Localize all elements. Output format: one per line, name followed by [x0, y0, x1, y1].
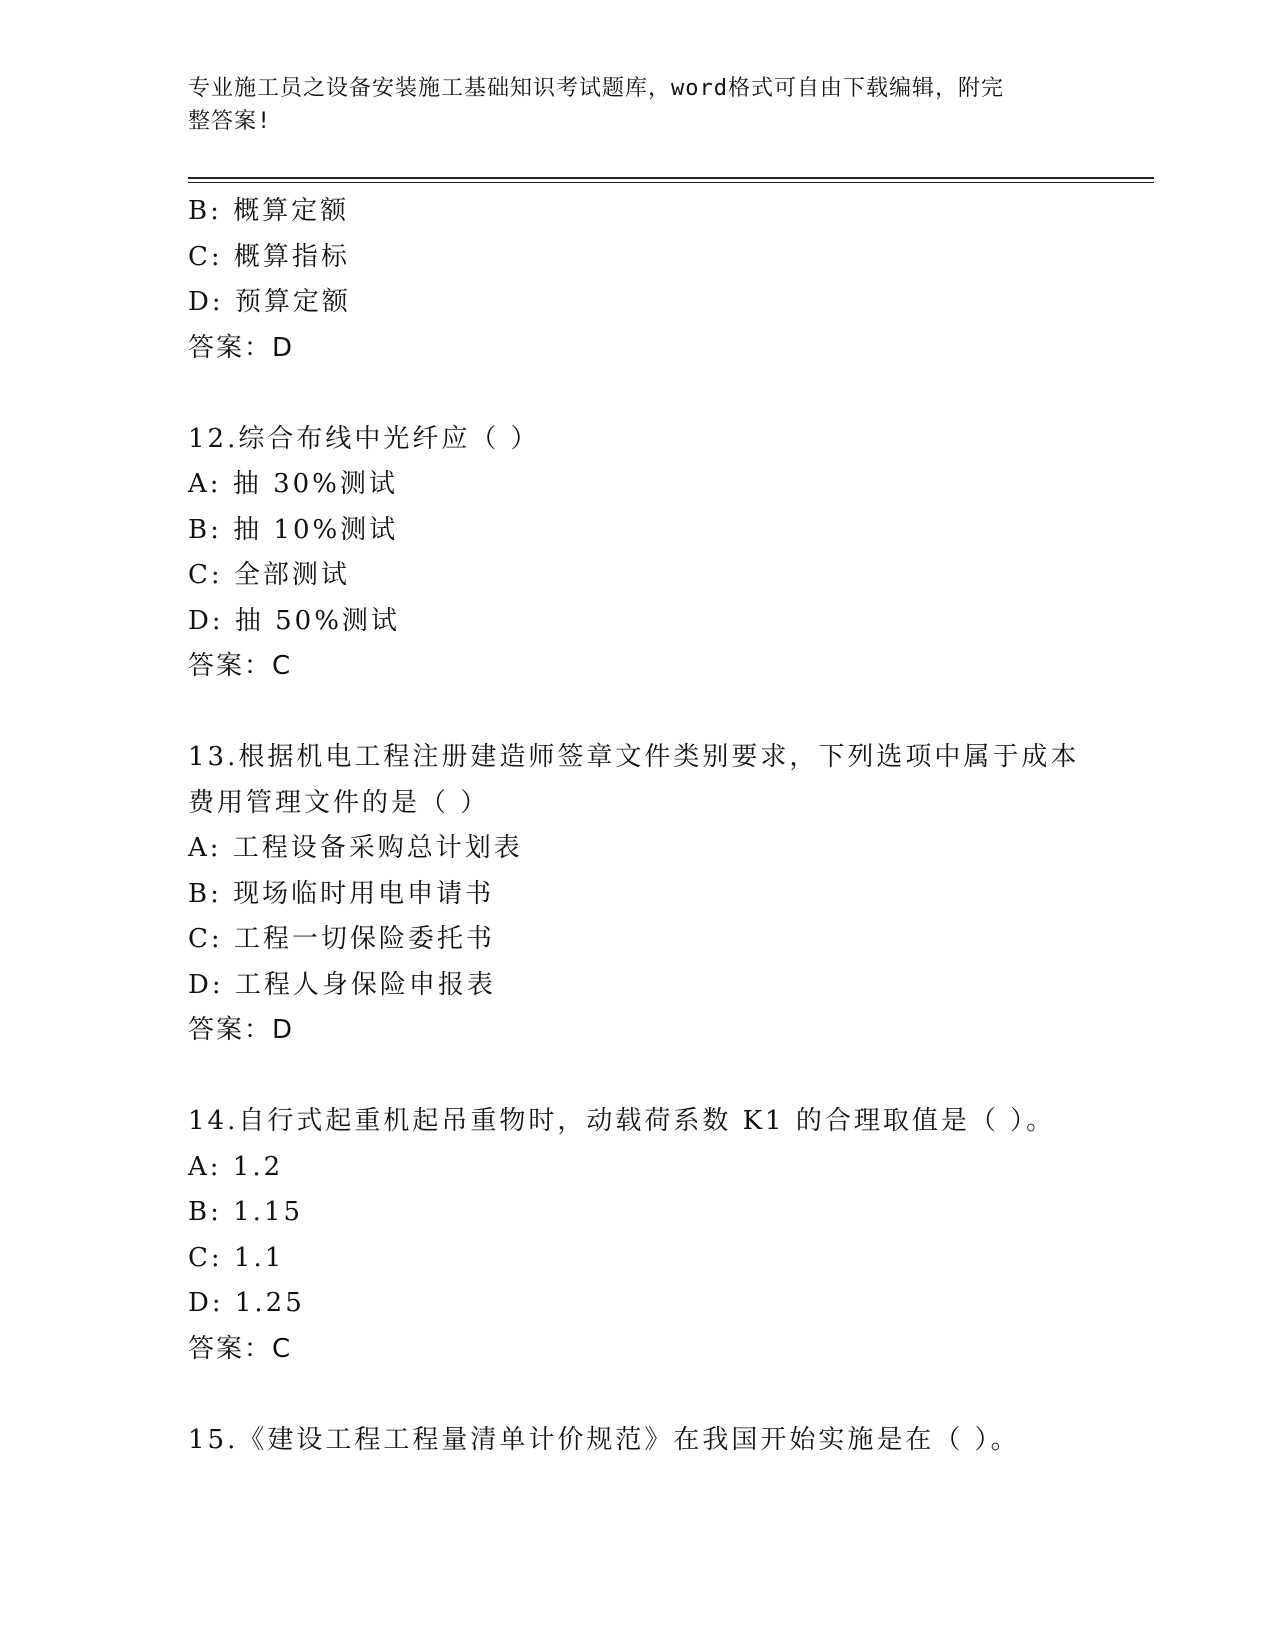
- answer-line: 答案：C: [188, 1333, 293, 1364]
- option-c: C: 1.1: [188, 1242, 285, 1273]
- question-list: [188, 189, 1088, 1463]
- question-text-line-2: 费用管理文件的是（ ）: [188, 787, 490, 818]
- question-13: [188, 735, 1088, 1054]
- answer-line: 答案：D: [188, 332, 295, 363]
- option-c: C: 工程一切保险委托书: [188, 924, 495, 954]
- option-a: A: 抽 30%测试: [188, 469, 398, 499]
- option-a: A: 工程设备采购总计划表: [188, 833, 523, 863]
- question-15: [188, 1418, 1088, 1464]
- option-a: A: 1.2: [188, 1151, 284, 1182]
- option-c: C: 全部测试: [188, 560, 350, 590]
- spacer: [188, 690, 1088, 736]
- question-text: 14.自行式起重机起吊重物时，动载荷系数 K1 的合理取值是（ ）。: [188, 1106, 1056, 1136]
- option-b: B: 抽 10%测试: [188, 514, 399, 545]
- question-12: [188, 417, 1088, 690]
- option-b: B: 概算定额: [188, 196, 350, 226]
- option-d: D: 抽 50%测试: [188, 605, 400, 636]
- question-14: [188, 1099, 1088, 1372]
- option-d: D: 1.25: [188, 1288, 305, 1318]
- question-text-line-1: 13.根据机电工程注册建造师签章文件类别要求，下列选项中属于成本: [188, 742, 1080, 772]
- option-b: B: 1.15: [188, 1197, 304, 1227]
- option-b: B: 现场临时用电申请书: [188, 878, 495, 909]
- header-line-2: 整答案!: [188, 109, 272, 134]
- header-divider-thick: [188, 177, 1154, 179]
- answer-line: 答案：C: [188, 651, 293, 681]
- document-header: [188, 72, 1068, 138]
- spacer: [188, 1372, 1088, 1418]
- question-text: 15.《建设工程工程量清单计价规范》在我国开始实施是在（ ）。: [188, 1424, 1020, 1455]
- spacer: [188, 1054, 1088, 1100]
- option-d: D: 工程人身保险申报表: [188, 969, 496, 1000]
- question-text: 12.综合布线中光纤应（ ）: [188, 423, 540, 454]
- question-11-tail: [188, 189, 1088, 371]
- option-c: C: 概算指标: [188, 241, 350, 272]
- answer-line: 答案：D: [188, 1015, 295, 1045]
- spacer: [188, 371, 1088, 417]
- header-divider-thin: [188, 182, 1154, 183]
- header-line-1: 专业施工员之设备安装施工基础知识考试题库，word格式可自由下载编辑，附完: [188, 76, 1004, 101]
- option-d: D: 预算定额: [188, 287, 351, 317]
